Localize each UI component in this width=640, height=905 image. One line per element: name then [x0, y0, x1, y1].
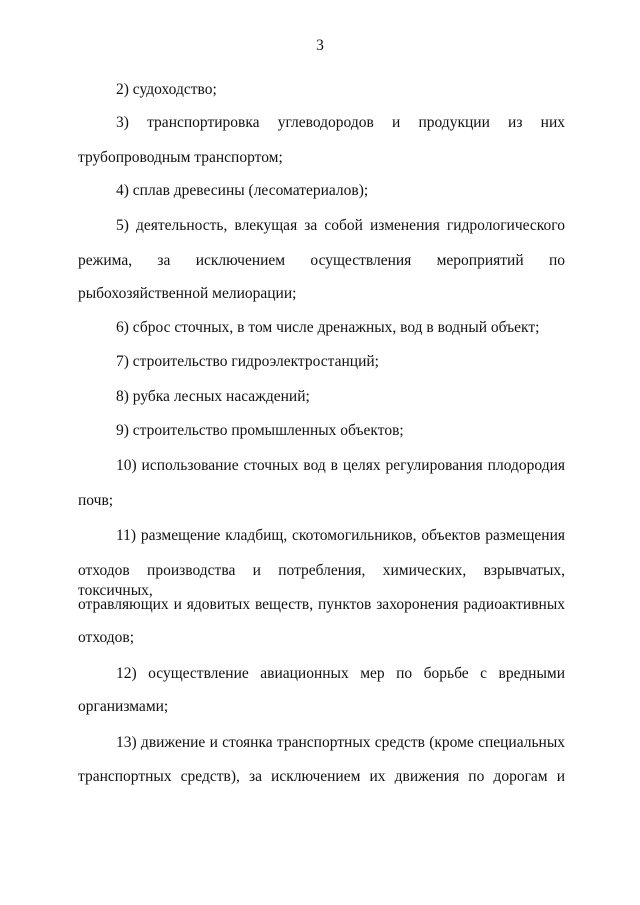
list-item-9: 9) строительство промышленных объектов; — [116, 422, 404, 439]
list-item-5-line-1: 5) деятельность, влекущая за собой изменения гидрологического — [116, 217, 565, 234]
list-item-3-line-1: 3) транспортировка углеводородов и продукции из них — [116, 114, 565, 131]
list-item-13-line-1: 13) движение и стоянка транспортных средств (кроме специальных — [116, 734, 565, 751]
list-item-13-line-2: транспортных средств), за исключением их движения по дорогам и — [78, 768, 565, 785]
list-item-5-line-2: режима, за исключением осуществления мероприятий по — [78, 252, 565, 269]
list-item-10-line-2: почв; — [78, 492, 114, 509]
list-item-11-line-1: 11) размещение кладбищ, скотомогильников, объектов размещения — [116, 527, 565, 544]
list-item-12-line-1: 12) осуществление авиационных мер по борьбе с вредными — [116, 665, 565, 682]
list-item-7: 7) строительство гидроэлектростанций; — [116, 353, 379, 370]
list-item-10-line-1: 10) использование сточных вод в целях регулирования плодородия — [116, 457, 565, 474]
list-item-8: 8) рубка лесных насаждений; — [116, 388, 310, 405]
list-item-3-line-2: трубопроводным транспортом; — [78, 149, 283, 166]
page-number: 3 — [316, 37, 324, 54]
list-item-11-line-3: отравляющих и ядовитых веществ, пунктов захоронения радиоактивных — [78, 596, 565, 613]
list-item-4: 4) сплав древесины (лесоматериалов); — [116, 182, 369, 199]
list-item-2: 2) судоходство; — [116, 81, 217, 98]
list-item-6: 6) сброс сточных, в том числе дренажных, вод в водный объект; — [116, 319, 540, 336]
list-item-11-line-4: отходов; — [78, 629, 135, 646]
list-item-11-line-2: отходов производства и потребления, химических, взрывчатых, токсичных, — [78, 562, 565, 599]
list-item-5-line-3: рыбохозяйственной мелиорации; — [78, 285, 297, 302]
list-item-12-line-2: организмами; — [78, 698, 169, 715]
